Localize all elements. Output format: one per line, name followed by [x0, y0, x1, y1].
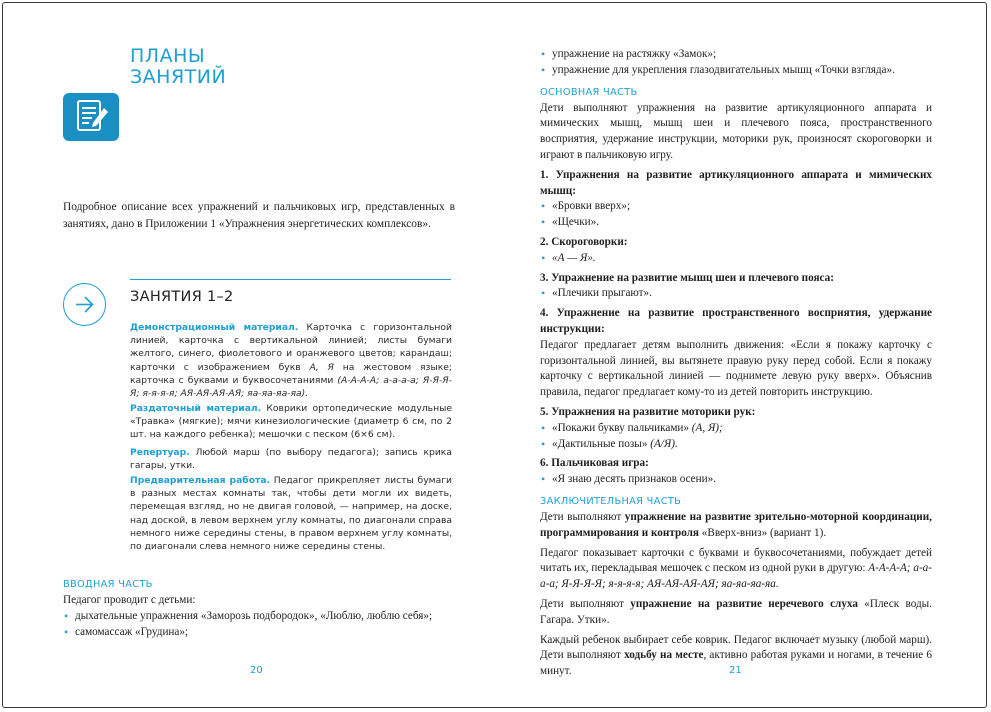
list-item: • дыхательные упражнения «Заморозь подбородок», «Люблю, люблю себя»;: [63, 609, 455, 625]
intro-part-block: [63, 593, 455, 640]
top-list: [540, 47, 932, 79]
f4-b: ходьбу на месте: [624, 649, 704, 662]
list-item: [540, 437, 932, 453]
s5-b1-italic: (А, Я);: [689, 421, 723, 434]
demo-text2: на жестовом языке; карточка с буквами и буквосочетаниями: [130, 361, 452, 386]
repertoire: [130, 446, 452, 472]
section-4-heading: 4. Упражнение на развитие пространственного восприятия, удержание инструкции:: [540, 307, 932, 335]
chapter-title-line2: ЗАНЯТИЙ: [130, 66, 227, 88]
lesson-title: ЗАНЯТИЯ 1–2: [130, 289, 234, 305]
prep-text: Педагог прикрепляет листы бумаги в разных местах комнаты так, чтобы дети могли их видеть, перемещая взгляд, но не двигая головой, — например, на доске, над доской, в левом верхнем углу комнаты, по диагонали справа немного ниже середины стены, в правом верхнем углу комнаты, по диагонали слева немного ниже середины стены.: [130, 475, 452, 553]
handout-text: Коврики ортопедические модульные «Травка» (мягкие); мячи кинезиологические (диаметр 6 см, по 2 шт. на каждого ребенка); мешочки с песком (6×6 см).: [130, 403, 453, 441]
demo-letters: А, Я: [309, 361, 334, 373]
section-3-list: [540, 286, 932, 302]
intro-paragraph: Подробное описание всех упражнений и пальчиковых игр, представленных в занятиях, дано в Приложении 1 «Упражнения энергетических комплексов».: [63, 201, 455, 230]
list-item: • упражнение для укрепления глазодвигательных мышц «Точки взгляда».: [540, 63, 932, 79]
list-item: [540, 421, 932, 437]
f4-a: Каждый ребенок выбирает себе коврик. Педагог включает музыку (любой марш). Дети выполняют: [540, 633, 932, 662]
section-4-text: Педагог предлагает детям выполнить движения: «Если я покажу карточку с горизонтальной линией, вы вытянете правую руку перед собой. Если я покажу карточку с вертикальной линией — поднимете левую руку вверх». Объяснив правила, педагог предлагает кому-то из детей повторить инструкцию.: [540, 338, 932, 399]
s5-b2-italic: (А/Я).: [647, 437, 678, 450]
rep-label: Репертуар.: [130, 447, 190, 458]
document-pen-icon: [63, 93, 119, 141]
list-item: • «Бровки вверх»;: [540, 199, 932, 215]
f1-c: «Вверх-вниз» (вариант 1).: [698, 526, 827, 539]
handout-label: Раздаточный материал.: [130, 403, 262, 414]
page-number-right: 21: [729, 665, 742, 676]
list-item: • «А — Я».: [540, 251, 932, 267]
lesson-header-rule: [130, 279, 451, 280]
final-p1: [540, 510, 932, 542]
section-5-list: [540, 421, 932, 453]
final-p2: [540, 546, 932, 593]
section-6-list: [540, 472, 932, 488]
f3-b: упражнение на развитие неречевого слуха: [630, 597, 858, 610]
s5-b1: «Покажи букву пальчиками»: [552, 421, 689, 434]
demo-italic: (А-А-А-А; а-а-а-а; Я-Я-Я-Я; я-я-я-я; АЯ-АЯ-АЯ-АЯ; яа-яа-яа-яа).: [130, 374, 452, 400]
f2-a: Педагог показывает карточки с буквами и буквосочетаниями, побуждает детей читать их, перекладывая мешочек с песком из одной руки в другую:: [540, 546, 932, 575]
f1-b: упражнение на развитие зрительно-моторной координации, программирования и контроля: [540, 510, 932, 539]
intro-part-list: [63, 609, 455, 641]
section-5-heading: 5. Упражнения на развитие моторики рук:: [540, 405, 756, 418]
prep-label: Предварительная работа.: [130, 475, 271, 486]
list-item: • упражнение на растяжку «Замок»;: [540, 47, 932, 63]
f4-c: , активно работая руками и ногами, в течение 6 минут.: [540, 649, 932, 678]
section-1-list: [540, 199, 932, 231]
section-1-heading: 1. Упражнения на развитие артикуляционного аппарата и мимических мышц:: [540, 168, 932, 197]
section-2-heading: 2. Скороговорки:: [540, 235, 628, 248]
chapter-title-line1: ПЛАНЫ: [130, 45, 206, 67]
final-part-heading: ЗАКЛЮЧИТЕЛЬНАЯ ЧАСТЬ: [540, 495, 682, 507]
right-page-content: [540, 47, 932, 680]
section-6-heading: 6. Пальчиковая игра:: [540, 457, 649, 470]
demo-text: Карточка с горизонтальной линией, карточка с вертикальной линией; листы бумаги желтого, синего, фиолетового и оранжевого цветов; карандаш; карточки с изображением букв: [130, 322, 453, 373]
section-2-list: [540, 251, 932, 267]
main-part-heading: ОСНОВНАЯ ЧАСТЬ: [540, 86, 638, 98]
f3-c: «Плеск воды. Гагара. Утки».: [540, 597, 932, 626]
preliminary-work: [130, 474, 452, 553]
f1-a: Дети выполняют: [540, 510, 625, 523]
final-p3: [540, 597, 932, 629]
list-item: • «Я знаю десять признаков осени».: [540, 472, 932, 488]
demo-material: [130, 321, 452, 400]
main-part-text: Дети выполняют упражнения на развитие артикуляционного аппарата и мимических мышц, мышц шеи и плечевого пояса, пространственного восприятия, удержание инструкции, моторики рук, произносят скороговорки и играют в пальчиковую игру.: [540, 101, 932, 161]
chapter-title: [130, 46, 226, 88]
arrow-right-circle-icon: [63, 283, 106, 326]
page-number-left: 20: [250, 665, 263, 676]
s5-b2: «Дактильные позы»: [552, 437, 648, 450]
list-item: • самомассаж «Грудина»;: [63, 625, 455, 641]
f3-a: Дети выполняют: [540, 597, 631, 610]
rep-text: Любой марш (по выбору педагога); запись крика гагары, утки.: [130, 447, 452, 472]
section-3-heading: 3. Упражнение на развитие мышц шеи и плечевого пояса:: [540, 271, 834, 284]
f2-b: А-А-А-А; а-а-а-а; Я-Я-Я-Я; я-я-я-я; АЯ-АЯ-АЯ-АЯ; яа-яа-яа-яа.: [540, 562, 932, 591]
intro-part-heading: ВВОДНАЯ ЧАСТЬ: [63, 579, 153, 590]
list-item: • «Щечки».: [540, 215, 932, 231]
intro-part-text: Педагог проводит с детьми:: [63, 594, 196, 606]
list-item: • «Плечики прыгают».: [540, 286, 932, 302]
handout-material: [130, 402, 452, 442]
demo-label: Демонстрационный материал.: [130, 322, 299, 333]
